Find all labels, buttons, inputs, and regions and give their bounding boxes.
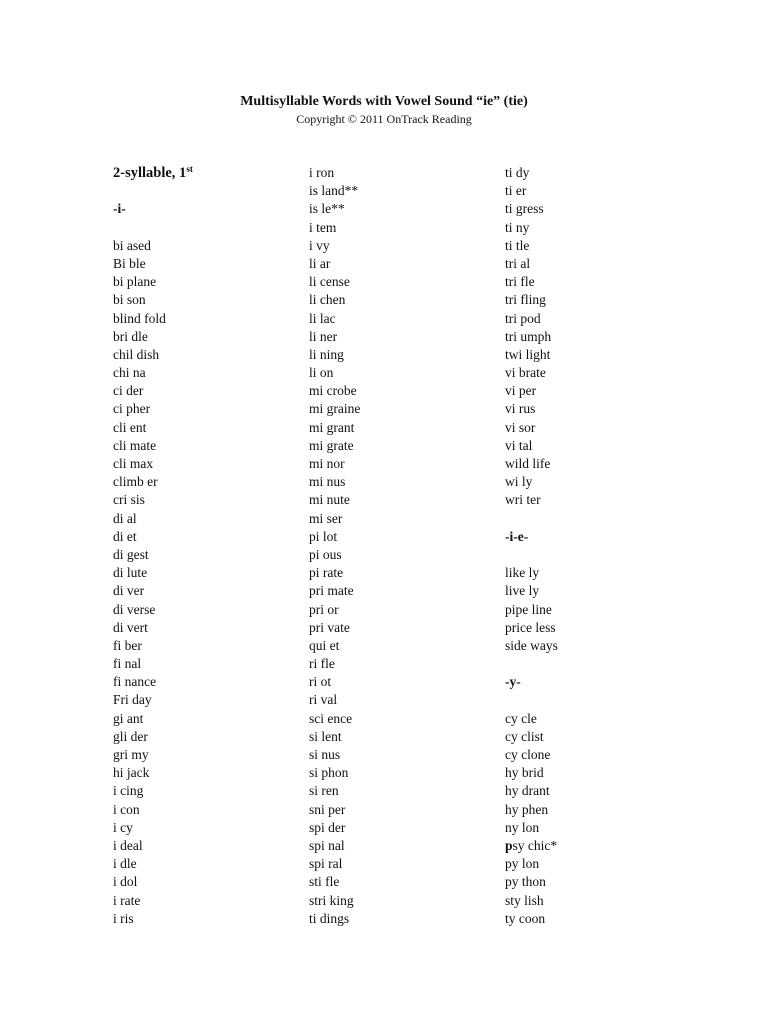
list-item: i ris xyxy=(113,910,134,926)
list-item: mi crobe xyxy=(309,383,357,399)
section-marker-i: -i- xyxy=(113,201,126,217)
list-item xyxy=(505,837,695,855)
list-item: i dol xyxy=(113,874,138,890)
list-item: sni per xyxy=(309,801,346,817)
list-item: di lute xyxy=(113,565,148,581)
list-item: cy clist xyxy=(505,728,544,744)
list-item: cy cle xyxy=(505,710,537,726)
list-item: tri fle xyxy=(505,274,535,290)
list-item: li ner xyxy=(309,328,338,344)
list-item: i ron xyxy=(309,165,335,180)
list-item: gli der xyxy=(113,728,148,744)
section-marker-y: -y- xyxy=(505,674,521,690)
list-item: si phon xyxy=(309,765,349,781)
list-item: ci pher xyxy=(113,401,151,417)
word-list-col3-i xyxy=(505,164,695,510)
spacer xyxy=(505,691,695,709)
list-item: di gest xyxy=(113,546,149,562)
list-item: pri mate xyxy=(309,583,354,599)
section-marker-ie: -i-e- xyxy=(505,528,529,544)
list-item: hi jack xyxy=(113,765,150,781)
list-item: mi grant xyxy=(309,419,355,435)
list-item: vi rus xyxy=(505,401,536,417)
list-item: bi son xyxy=(113,292,146,308)
list-item: si lent xyxy=(309,728,342,744)
list-item: stri king xyxy=(309,892,354,908)
list-item: climb er xyxy=(113,474,158,490)
list-item: cli ent xyxy=(113,419,147,435)
list-item: di al xyxy=(113,510,137,526)
list-item: pi ous xyxy=(309,546,342,562)
spacer xyxy=(505,655,695,673)
list-item: cy clone xyxy=(505,747,551,762)
list-item: is le** xyxy=(309,201,345,217)
list-item: pri or xyxy=(309,601,339,617)
list-item: i cy xyxy=(113,819,133,835)
list-item: mi grate xyxy=(309,437,354,453)
spacer xyxy=(505,546,695,564)
list-item: ti ny xyxy=(505,219,530,235)
list-item: ci der xyxy=(113,383,144,399)
list-item: di verse xyxy=(113,601,156,617)
word-list-col1 xyxy=(113,237,303,928)
list-item: side ways xyxy=(505,637,558,653)
word-list-col3-ie xyxy=(505,564,695,655)
list-item: bi plane xyxy=(113,274,157,290)
word-column-1 xyxy=(113,164,303,928)
list-item: like ly xyxy=(505,565,540,581)
list-item: i vy xyxy=(309,237,330,253)
list-item: ti er xyxy=(505,183,527,199)
heading-superscript: st xyxy=(186,164,193,174)
list-item: qui et xyxy=(309,637,340,653)
list-item: hy brid xyxy=(505,765,544,781)
list-item: sti fle xyxy=(309,874,340,890)
list-item: si ren xyxy=(309,783,339,799)
list-item: fi ber xyxy=(113,637,142,653)
spacer xyxy=(113,182,303,200)
psychic-rest: sy chic* xyxy=(512,837,558,853)
list-item: di ver xyxy=(113,583,145,599)
list-item: sty lish xyxy=(505,892,544,908)
word-column-2 xyxy=(309,164,499,928)
list-item: py lon xyxy=(505,856,540,872)
list-item: cli mate xyxy=(113,437,157,453)
list-item: li cense xyxy=(309,274,350,290)
list-item: i rate xyxy=(113,892,141,908)
list-item: wi ly xyxy=(505,474,533,490)
psychic-bold-letter: p xyxy=(505,837,513,853)
list-item: li on xyxy=(309,365,334,381)
list-item: twi light xyxy=(505,346,551,362)
list-item: gri my xyxy=(113,747,149,762)
list-item: hy drant xyxy=(505,783,550,799)
list-item: Bi ble xyxy=(113,255,146,271)
list-item: hy phen xyxy=(505,801,549,817)
list-item: tri fling xyxy=(505,292,546,308)
word-list-col3-y-cont xyxy=(505,855,695,928)
list-item: ri fle xyxy=(309,656,335,672)
list-item: spi der xyxy=(309,819,346,835)
heading-text: 2-syllable, 1 xyxy=(113,165,187,181)
list-item: ti gress xyxy=(505,201,544,217)
list-item: wri ter xyxy=(505,492,541,508)
list-item: Fri day xyxy=(113,692,152,708)
list-item: chil dish xyxy=(113,346,160,362)
list-item: i con xyxy=(113,801,140,817)
list-item: spi ral xyxy=(309,856,343,872)
list-item: pri vate xyxy=(309,619,350,635)
list-item: py thon xyxy=(505,874,546,890)
list-item: i cing xyxy=(113,783,144,799)
word-column-3 xyxy=(505,164,695,928)
section-heading xyxy=(113,164,303,182)
list-item: gi ant xyxy=(113,710,144,726)
list-item: bi ased xyxy=(113,237,151,253)
list-item: ny lon xyxy=(505,819,540,835)
list-item: pipe line xyxy=(505,601,552,617)
list-item: chi na xyxy=(113,365,146,381)
list-item: vi tal xyxy=(505,437,533,453)
list-item: ti dy xyxy=(505,165,530,180)
list-item: fi nal xyxy=(113,656,142,672)
list-item: tri umph xyxy=(505,328,552,344)
list-item: li lac xyxy=(309,310,336,326)
list-item: pi lot xyxy=(309,528,338,544)
list-item: price less xyxy=(505,619,556,635)
list-item: si nus xyxy=(309,747,341,762)
spacer xyxy=(113,219,303,237)
list-item: ty coon xyxy=(505,910,546,926)
list-item: bri dle xyxy=(113,328,148,344)
list-item: i tem xyxy=(309,219,337,235)
list-item: vi brate xyxy=(505,365,546,381)
list-item: li ning xyxy=(309,346,344,362)
word-list-col2 xyxy=(309,164,499,928)
list-item: mi nute xyxy=(309,492,350,508)
list-item: i dle xyxy=(113,856,137,872)
list-item: vi per xyxy=(505,383,537,399)
word-list-col3-y xyxy=(505,710,695,837)
list-item: is land** xyxy=(309,183,359,199)
list-item: cri sis xyxy=(113,492,145,508)
list-item: mi nor xyxy=(309,456,345,471)
list-item: pi rate xyxy=(309,565,344,581)
copyright-line: Copyright © 2011 OnTrack Reading xyxy=(296,112,472,126)
list-item: live ly xyxy=(505,583,540,599)
list-item: tri pod xyxy=(505,310,541,326)
list-item: li ar xyxy=(309,255,331,271)
list-item: spi nal xyxy=(309,837,345,853)
spacer xyxy=(505,510,695,528)
list-item: sci ence xyxy=(309,710,353,726)
list-item: ti tle xyxy=(505,237,530,253)
list-item: fi nance xyxy=(113,674,157,690)
list-item: vi sor xyxy=(505,419,536,435)
list-item: blind fold xyxy=(113,310,166,326)
list-item: i deal xyxy=(113,837,143,853)
list-item: cli max xyxy=(113,456,154,471)
list-item: mi ser xyxy=(309,510,343,526)
list-item: di vert xyxy=(113,619,148,635)
list-item: li chen xyxy=(309,292,346,308)
list-item: mi nus xyxy=(309,474,346,490)
list-item: tri al xyxy=(505,255,531,271)
list-item: ri val xyxy=(309,692,338,708)
list-item: ti dings xyxy=(309,910,350,926)
list-item: ri ot xyxy=(309,674,332,690)
list-item: mi graine xyxy=(309,401,361,417)
list-item: di et xyxy=(113,528,137,544)
page-title: Multisyllable Words with Vowel Sound “ie” (tie) xyxy=(240,94,528,109)
list-item: wild life xyxy=(505,456,551,471)
